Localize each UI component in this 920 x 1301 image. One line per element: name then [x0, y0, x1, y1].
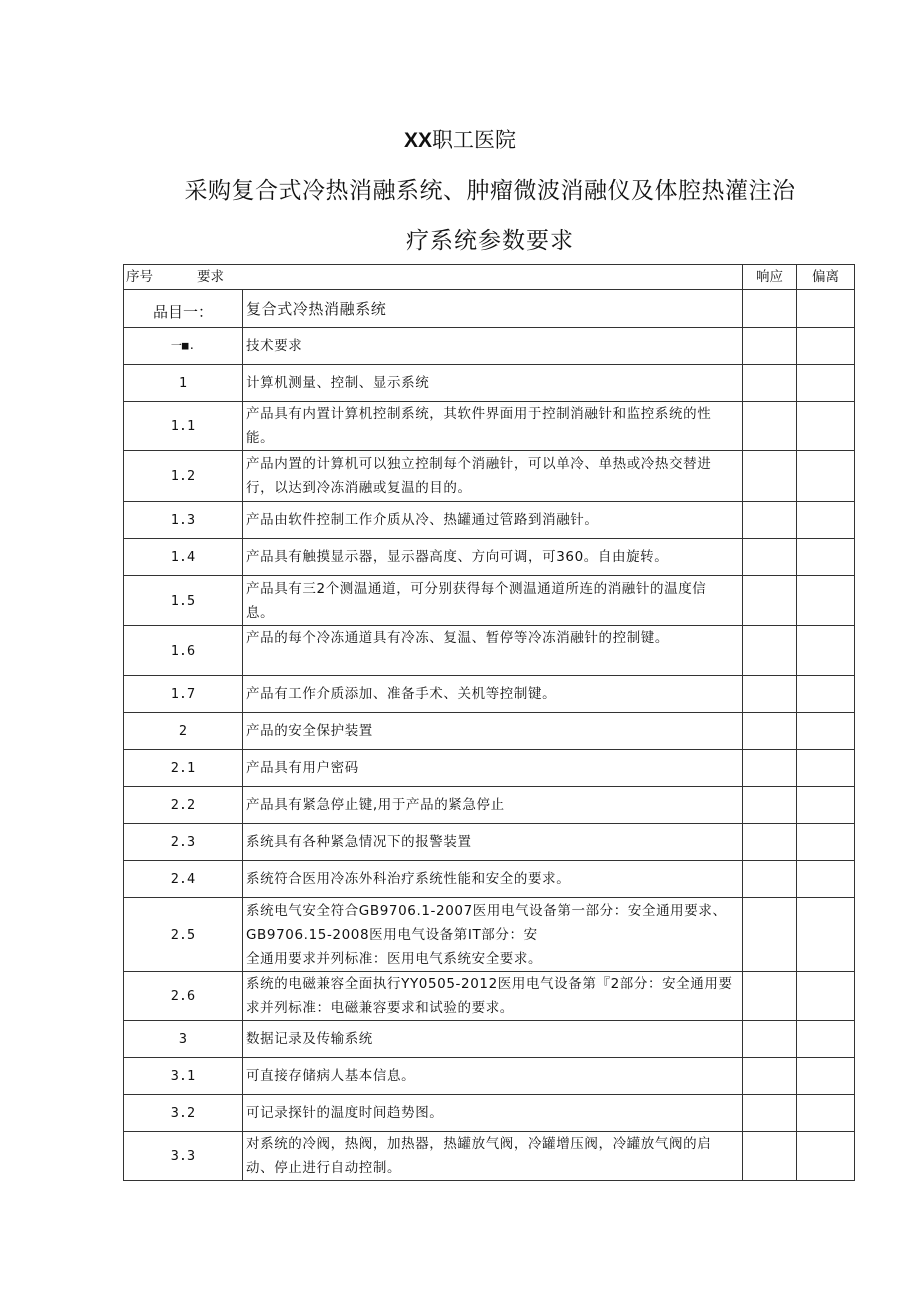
resp-cell: [743, 365, 797, 402]
dev-cell: [797, 972, 855, 1021]
document-title-line1: 采购复合式冷热消融系统、肿瘤微波消融仪及体腔热灌注治: [184, 178, 796, 204]
table-row: [124, 676, 855, 713]
resp-cell: [743, 1132, 797, 1181]
dev-cell: [797, 539, 855, 576]
row-text: [243, 898, 743, 972]
resp-cell: [743, 502, 797, 539]
resp-cell: [743, 787, 797, 824]
dev-cell: [797, 898, 855, 972]
row-text: 技术要求: [243, 328, 743, 365]
resp-cell: [743, 861, 797, 898]
requirements-table: [123, 264, 855, 1181]
document-title-line2: 疗系统参数要求: [406, 228, 574, 254]
row-no: 1.5: [124, 576, 243, 626]
resp-cell: [743, 676, 797, 713]
row-no: 一■.: [124, 328, 243, 365]
table-row: [124, 713, 855, 750]
hospital-prefix: XX: [403, 129, 432, 152]
table-row: [124, 1132, 855, 1181]
row-text: 系统符合医用冷冻外科治疗系统性能和安全的要求。: [243, 861, 743, 898]
dev-cell: [797, 1058, 855, 1095]
resp-cell: [743, 402, 797, 451]
table-row: [124, 787, 855, 824]
dev-cell: [797, 750, 855, 787]
row-no: 3.2: [124, 1095, 243, 1132]
table-row: [124, 502, 855, 539]
row-text: 对系统的冷阀，热阀，加热器，热罐放气阀，冷罐增压阀，冷罐放气阀的启动、停止进行自动控制。: [243, 1132, 743, 1181]
row-no: 3.3: [124, 1132, 243, 1181]
table-row: [124, 365, 855, 402]
row-no: 2.4: [124, 861, 243, 898]
row-text: 系统具有各种紧急情况下的报警装置: [243, 824, 743, 861]
row-no: 2.3: [124, 824, 243, 861]
row-no: 1: [124, 365, 243, 402]
row-no: 1.1: [124, 402, 243, 451]
table-row: [124, 402, 855, 451]
dev-cell: [797, 451, 855, 502]
dev-cell: [797, 713, 855, 750]
resp-cell: [743, 451, 797, 502]
table-row: [124, 328, 855, 365]
row-text: 数据记录及传输系统: [243, 1021, 743, 1058]
resp-cell: [743, 328, 797, 365]
dev-cell: [797, 502, 855, 539]
dev-cell: [797, 1132, 855, 1181]
row-text: 系统的电磁兼容全面执行YY0505-2012医用电气设备第『2部分：安全通用要求并列标准：电磁兼容要求和试验的要求。: [243, 972, 743, 1021]
table-row: [124, 750, 855, 787]
row-text: 可记录探针的温度时间趋势图。: [243, 1095, 743, 1132]
table-row: [124, 451, 855, 502]
dev-cell: [797, 576, 855, 626]
resp-cell: [743, 750, 797, 787]
dev-cell: [797, 328, 855, 365]
row-no: 2.2: [124, 787, 243, 824]
table-row: [124, 824, 855, 861]
hospital-title: [0, 124, 920, 154]
header-no: 序号: [126, 269, 153, 285]
hospital-name: 职工医院: [432, 128, 516, 152]
resp-cell: [743, 824, 797, 861]
table-row: [124, 576, 855, 626]
dev-cell: [797, 626, 855, 676]
table-header-row: [124, 265, 855, 290]
row-no: 2.1: [124, 750, 243, 787]
row-text: 产品具有触摸显示器，显示器高度、方向可调，可360。自由旋转。: [243, 539, 743, 576]
header-resp: 响应: [743, 265, 797, 290]
row-text: 产品具有用户密码: [243, 750, 743, 787]
dev-cell: [797, 861, 855, 898]
dev-cell: [797, 676, 855, 713]
table-row: [124, 898, 855, 972]
row-text: 产品的安全保护装置: [243, 713, 743, 750]
resp-cell: [743, 1021, 797, 1058]
resp-cell: [743, 1095, 797, 1132]
row-no: 3: [124, 1021, 243, 1058]
dev-cell: [797, 290, 855, 328]
table-row: [124, 626, 855, 676]
row-text: 产品内置的计算机可以独立控制每个消融针，可以单冷、单热或冷热交替进行，以达到冷冻消融或复温的目的。: [243, 451, 743, 502]
dev-cell: [797, 1021, 855, 1058]
row-text: 产品有工作介质添加、准备手术、关机等控制键。: [243, 676, 743, 713]
table-row: [124, 539, 855, 576]
header-dev: 偏离: [797, 265, 855, 290]
header-no-req: [124, 265, 743, 290]
row-text: 计算机测量、控制、显示系统: [243, 365, 743, 402]
row-no: 1.4: [124, 539, 243, 576]
table-row: [124, 1021, 855, 1058]
dev-cell: [797, 1095, 855, 1132]
row-no: 2.5: [124, 898, 243, 972]
row-no: 1.2: [124, 451, 243, 502]
row-text: 可直接存储病人基本信息。: [243, 1058, 743, 1095]
resp-cell: [743, 898, 797, 972]
resp-cell: [743, 576, 797, 626]
dev-cell: [797, 402, 855, 451]
row-no: 2.6: [124, 972, 243, 1021]
resp-cell: [743, 972, 797, 1021]
resp-cell: [743, 1058, 797, 1095]
dev-cell: [797, 365, 855, 402]
row-text: 产品具有内置计算机控制系统，其软件界面用于控制消融针和监控系统的性能。: [243, 402, 743, 451]
row-no: 3.1: [124, 1058, 243, 1095]
item-label: 品目一：: [124, 290, 243, 328]
dev-cell: [797, 787, 855, 824]
row-no: 1.7: [124, 676, 243, 713]
table-row: [124, 861, 855, 898]
resp-cell: [743, 713, 797, 750]
resp-cell: [743, 626, 797, 676]
dev-cell: [797, 824, 855, 861]
item-row: [124, 290, 855, 328]
row-text: 产品由软件控制工作介质从冷、热罐通过管路到消融针。: [243, 502, 743, 539]
resp-cell: [743, 290, 797, 328]
row-no: 1.3: [124, 502, 243, 539]
resp-cell: [743, 539, 797, 576]
table-row: [124, 972, 855, 1021]
row-text-part: 系统电气安全符合GB9706.1-2007医用电气设备第一部分：安全通用要求、GB9706.15-2008医用电气设备第IT部分：安: [246, 902, 727, 943]
row-text: 产品具有三2个测温通道，可分别获得每个测温通道所连的消融针的温度信息。: [243, 576, 743, 626]
row-no: 1.6: [124, 626, 243, 676]
table-row: [124, 1058, 855, 1095]
item-name: 复合式冷热消融系统: [243, 290, 743, 328]
table-row: [124, 1095, 855, 1132]
header-req: 要求: [197, 269, 224, 285]
row-no: 2: [124, 713, 243, 750]
row-text: 产品的每个冷冻通道具有冷冻、复温、暂停等冷冻消融针的控制键。: [243, 626, 743, 676]
row-text: 产品具有紧急停止键,用于产品的紧急停止: [243, 787, 743, 824]
row-text-part: 全通用要求并列标准：医用电气系统安全要求。: [246, 950, 543, 967]
